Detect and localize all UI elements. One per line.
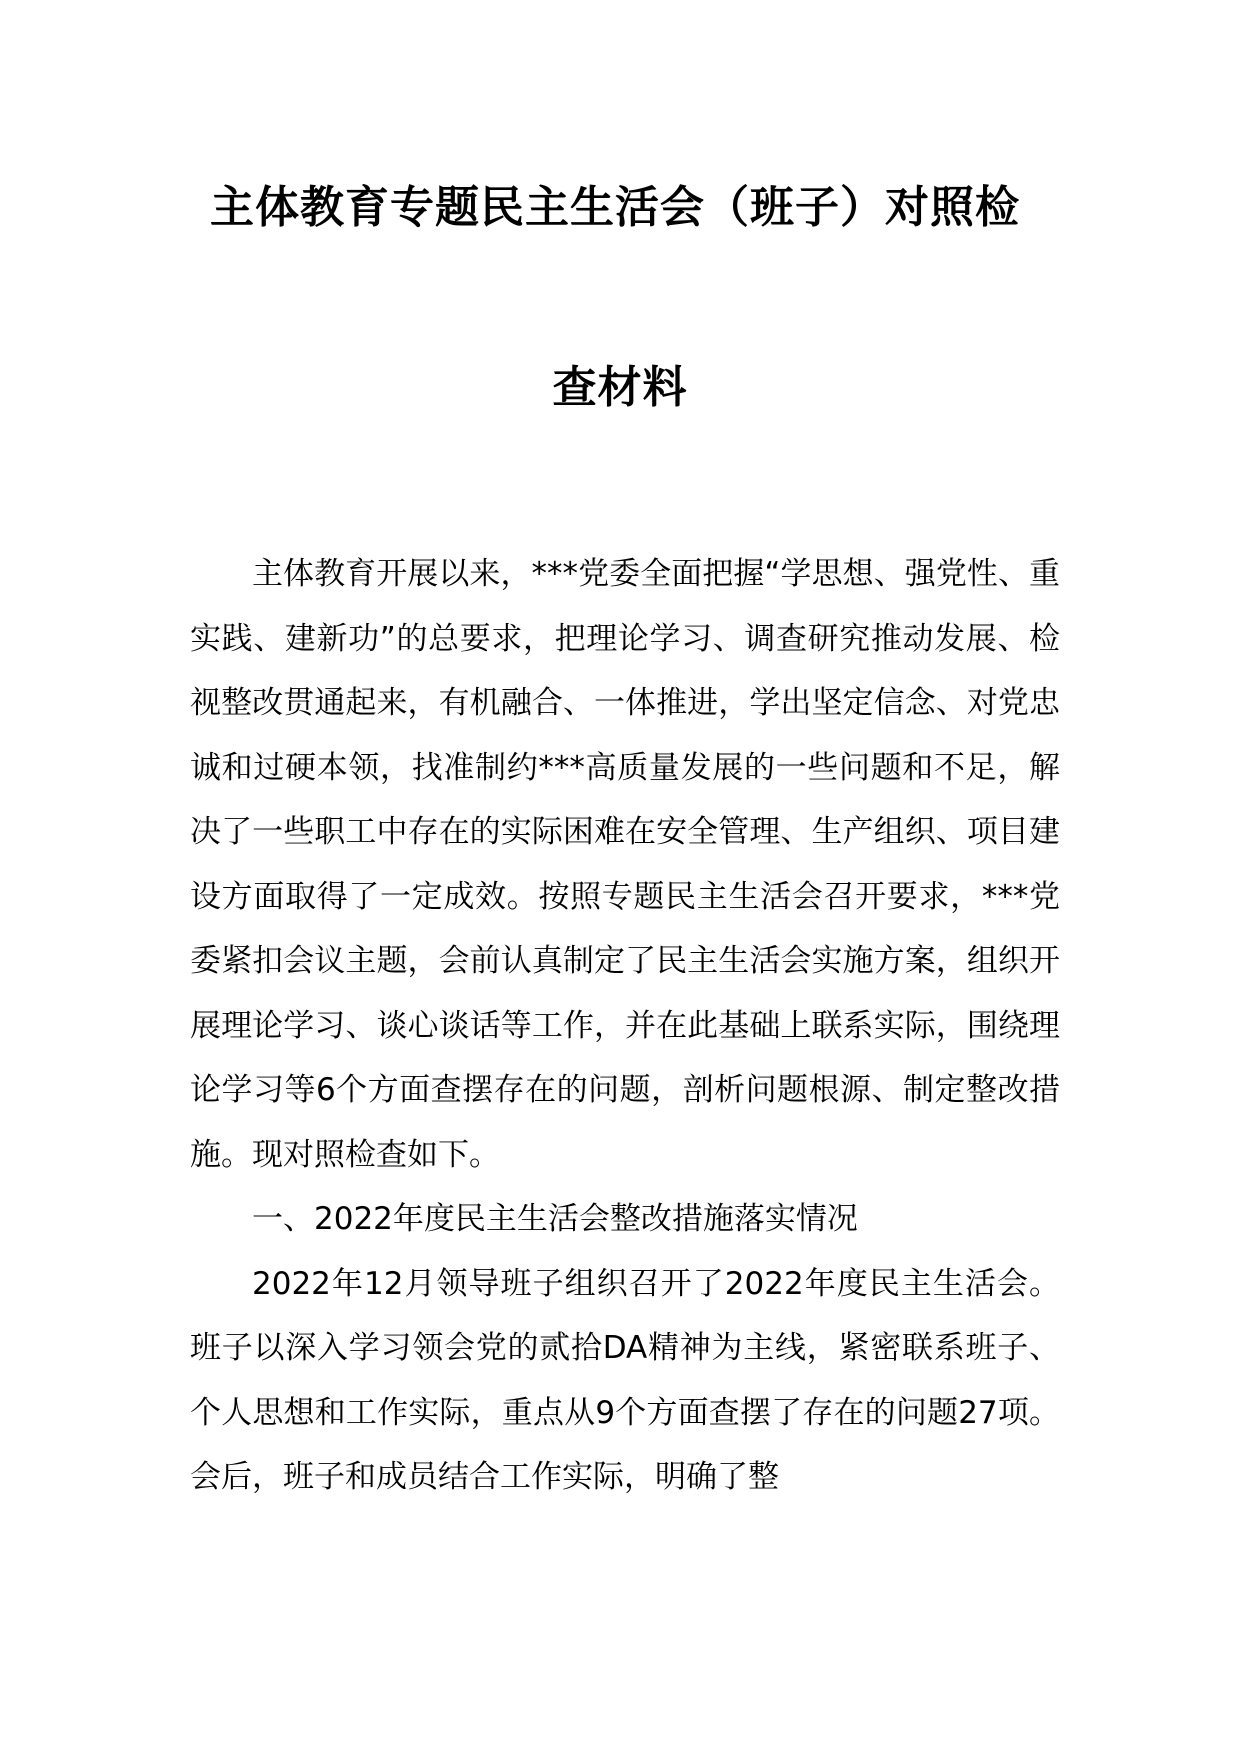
document-title-line-1: 主体教育专题民主生活会（班子）对照检 [210, 182, 1020, 233]
section-paragraph: 2022年12月领导班子组织召开了2022年度民主生活会。班子以深入学习领会党的贰拾DA精神为主线，紧密联系班子、个人思想和工作实际，重点从9个方面查摆了存在的问题27项。会后，班子和成员结合工作实际，明确了整 [190, 1265, 1060, 1495]
intro-paragraph: 主体教育开展以来，***党委全面把握“学思想、强党性、重实践、建新功”的总要求，把理论学习、调查研究推动发展、检视整改贯通起来，有机融合、一体推进，学出坚定信念、对党忠诚和过硬本领，找准制约***高质量发展的一些问题和不足，解决了一些职工中存在的实际困难在安全管理、生产组织、项目建设方面取得了一定成效。按照专题民主生活会召开要求，***党委紧扣会议主题，会前认真制定了民主生活会实施方案，组织开展理论学习、谈心谈话等工作，并在此基础上联系实际，围绕理论学习等6个方面查摆存在的问题，剖析问题根源、制定整改措施。现对照检查如下。 [190, 556, 1060, 1173]
document-body [190, 542, 1060, 1510]
section-heading: 一、2022年度民主生活会整改措施落实情况 [252, 1201, 858, 1237]
document-title-line-2: 查材料 [552, 362, 688, 413]
